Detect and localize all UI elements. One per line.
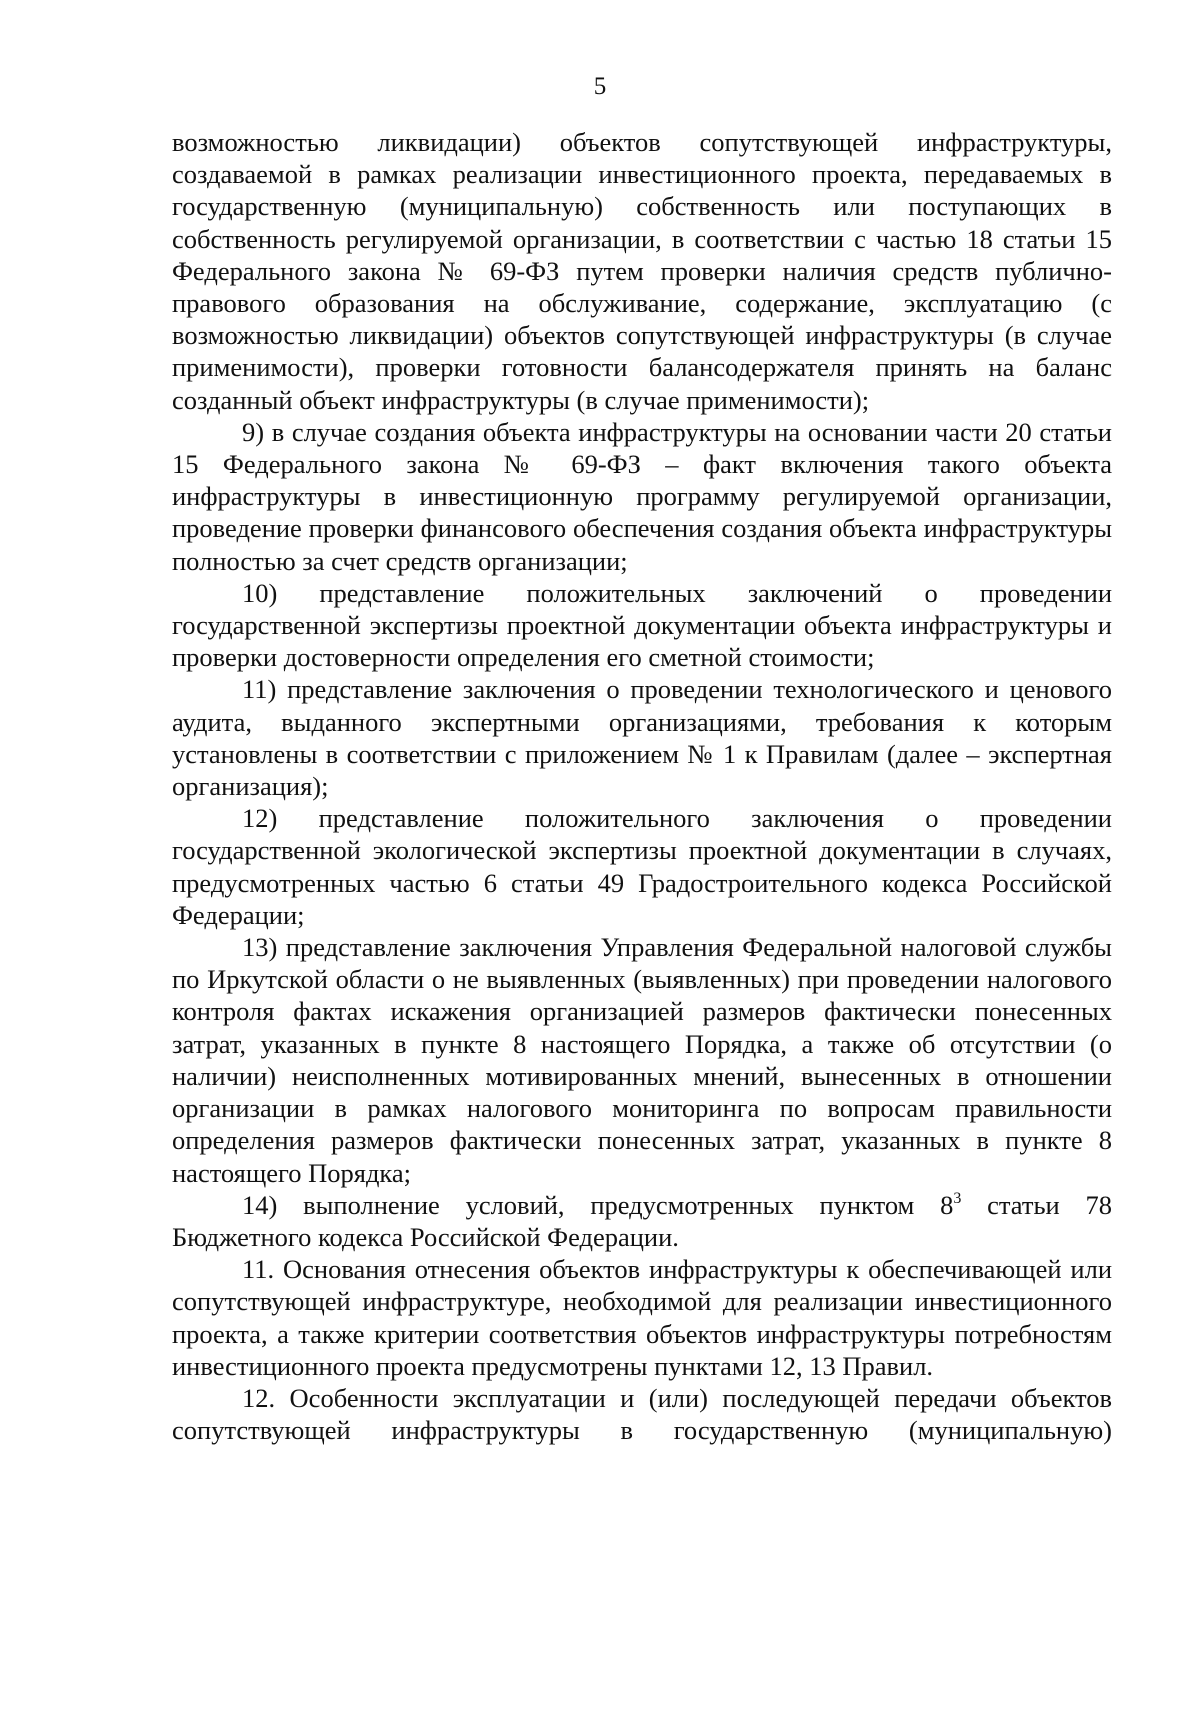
- document-body: [172, 126, 1112, 1446]
- paragraph-continuation: возможностью ликвидации) объектов сопутствующей инфраструктуры, создаваемой в рамках реализации инвестиционного проекта, передаваемых в государственную (муниципальную) собственность или поступающих в собственность регулируемой организации, в соответствии с частью 18 статьи 15 Федерального закона № 69-ФЗ путем проверки наличия средств публично-правового образования на обслуживание, содержание, эксплуатацию (с возможностью ликвидации) объектов сопутствующей инфраструктуры (в случае применимости), проверки готовности балансодержателя принять на баланс созданный объект инфраструктуры (в случае применимости);: [172, 127, 1112, 415]
- paragraph-item-14: [172, 1189, 1112, 1253]
- paragraph-item-11: 11) представление заключения о проведении технологического и ценового аудита, выданного экспертными организациями, требования к которым установлены в соответствии с приложением № 1 к Правилам (далее – экспертная организация);: [172, 674, 1112, 802]
- paragraph-item-14-text-before: 14) выполнение условий, предусмотренных пунктом 8: [242, 1189, 954, 1220]
- paragraph-point-12: 12. Особенности эксплуатации и (или) последующей передачи объектов сопутствующей инфраструктуры в государственную (муниципальную): [172, 1382, 1112, 1446]
- paragraph-item-14-superscript: 3: [953, 1189, 962, 1207]
- page-number: 5: [593, 73, 607, 100]
- paragraph-item-13: 13) представление заключения Управления Федеральной налоговой службы по Иркутской области о не выявленных (выявленных) при проведении налогового контроля фактах искажения организацией размеров фактически понесенных затрат, указанных в пункте 8 настоящего Порядка, а также об отсутствии (о наличии) неисполненных мотивированных мнений, вынесенных в отношении организации в рамках налогового мониторинга по вопросам правильности определения размеров фактически понесенных затрат, указанных в пункте 8 настоящего Порядка;: [172, 932, 1112, 1188]
- paragraph-point-11: 11. Основания отнесения объектов инфраструктуры к обеспечивающей или сопутствующей инфраструктуре, необходимой для реализации инвестиционного проекта, а также критерии соответствия объектов инфраструктуры потребностям инвестиционного проекта предусмотрены пунктами 12, 13 Правил.: [172, 1254, 1112, 1381]
- paragraph-item-14-text-after: статьи 78 Бюджетного кодекса Российской Федерации.: [172, 1189, 1112, 1252]
- paragraph-item-9: 9) в случае создания объекта инфраструктуры на основании части 20 статьи 15 Федерального закона № 69-ФЗ – факт включения такого объекта инфраструктуры в инвестиционную программу регулируемой организации, проведение проверки финансового обеспечения создания объекта инфраструктуры полностью за счет средств организации;: [172, 416, 1112, 576]
- paragraph-item-10: 10) представление положительных заключений о проведении государственной экспертизы проектной документации объекта инфраструктуры и проверки достоверности определения его сметной стоимости;: [172, 577, 1112, 673]
- paragraph-item-12: 12) представление положительного заключения о проведении государственной экологической экспертизы проектной документации в случаях, предусмотренных частью 6 статьи 49 Градостроительного кодекса Российской Федерации;: [172, 803, 1112, 930]
